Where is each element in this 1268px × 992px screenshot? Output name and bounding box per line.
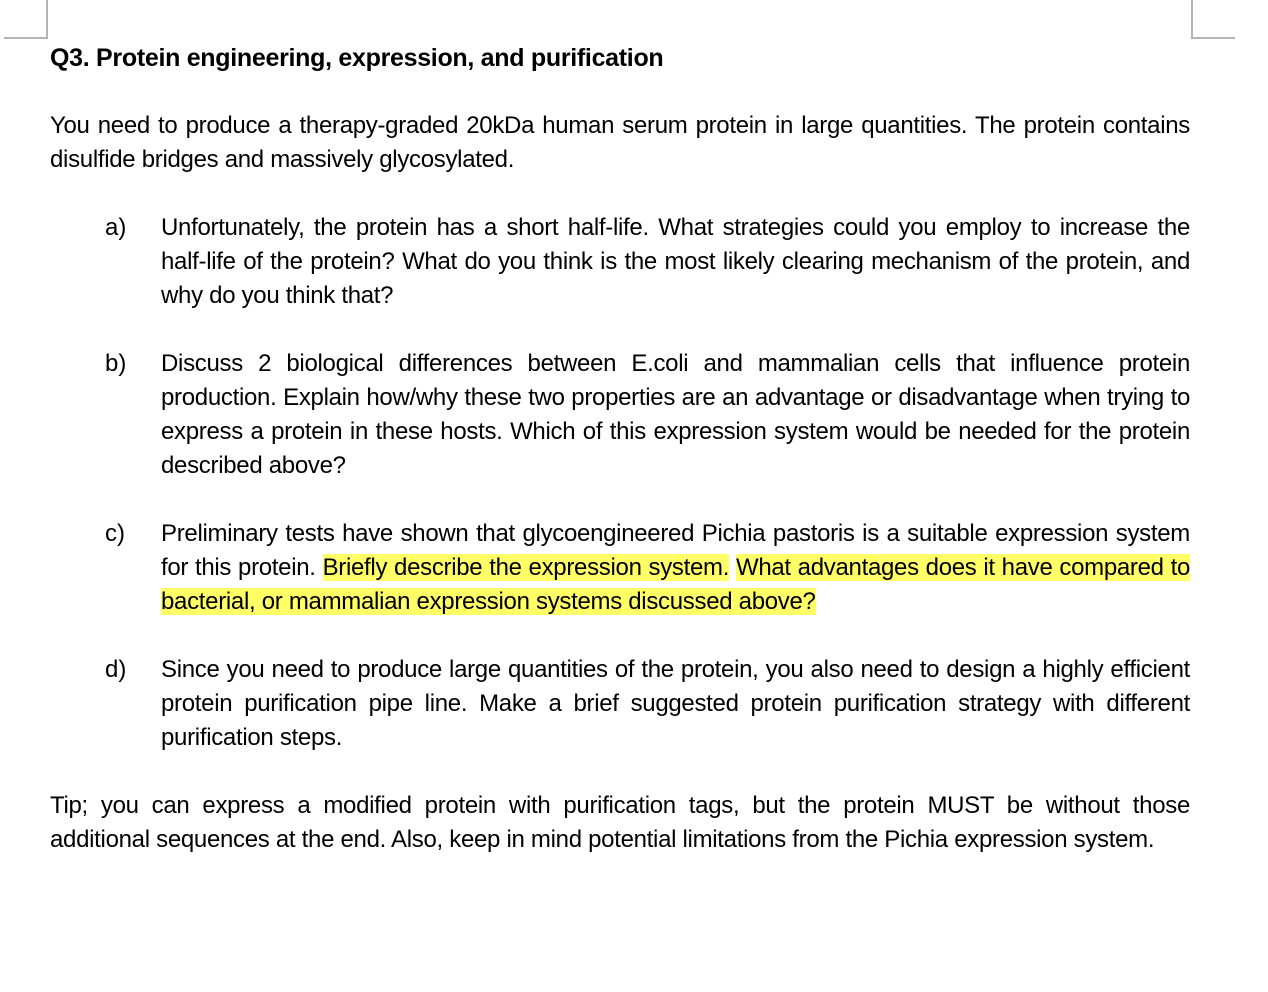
question-label: c) [105, 520, 125, 547]
question-label: b) [105, 350, 127, 377]
page-corner-mark-left [4, 0, 48, 39]
question-label: d) [105, 656, 127, 683]
question-text: Unfortunately, the protein has a short half-life. What strategies could you employ to increase the half-life of the protein? What do you think is the most likely clearing mechanism of the protein, and why do you think that? [161, 214, 1190, 309]
page-corner-mark-right [1191, 0, 1235, 39]
highlighted-text: Briefly describe the expression system. [322, 554, 730, 581]
question-label: a) [105, 214, 127, 241]
question-text [161, 517, 1190, 619]
intro-paragraph: You need to produce a therapy-graded 20kDa human serum protein in large quantities. The protein contains disulfide bridges and massively glycosylated. [50, 112, 1190, 173]
question-text: Since you need to produce large quantities of the protein, you also need to design a highly efficient protein purification pipe line. Make a brief suggested protein purification strategy with different purification steps. [161, 656, 1190, 751]
question-title: Q3. Protein engineering, expression, and purification [50, 44, 664, 72]
tip-paragraph: Tip; you can express a modified protein with purification tags, but the protein MUST be without those additional sequences at the end. Also, keep in mind potential limitations from the Pichia expression system. [50, 792, 1190, 853]
question-text-plain: Preliminary tests have shown that glycoengineered Pichia pastoris is a suitable expression system for this protein. [161, 520, 1190, 581]
question-text: Discuss 2 biological differences between E.coli and mammalian cells that influence protein production. Explain how/why these two properties are an advantage or disadvantage when trying to express a protein in these hosts. Which of this expression system would be needed for the protein described above? [161, 350, 1190, 479]
highlighted-text: What advantages does it have compared to bacterial, or mammalian expression systems discussed above? [161, 554, 1191, 615]
